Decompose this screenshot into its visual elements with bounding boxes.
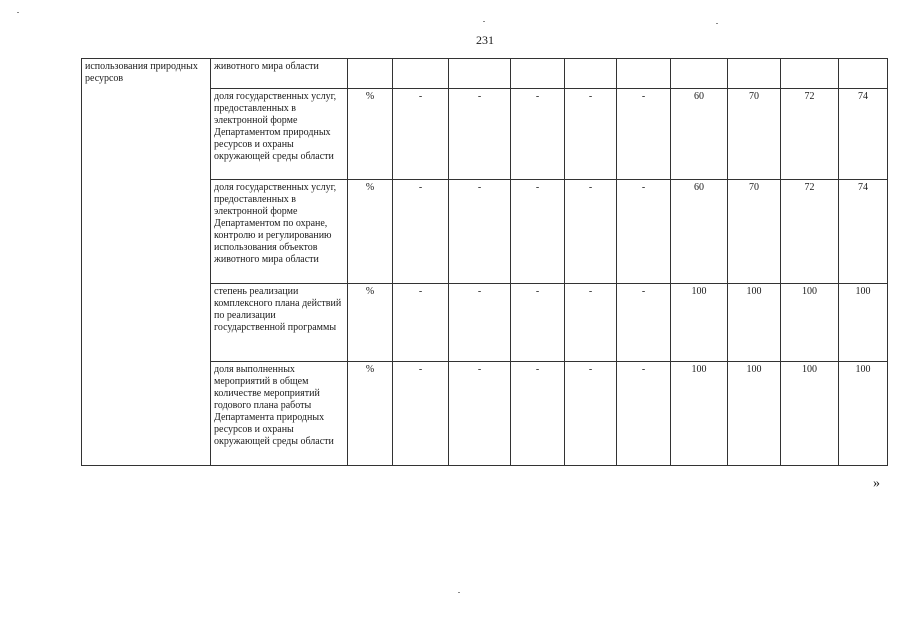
- value-cell: 72: [781, 89, 839, 180]
- value-cell: -: [565, 89, 617, 180]
- value-cell: 100: [728, 284, 781, 362]
- unit-cell: %: [348, 180, 393, 284]
- value-cell: 72: [781, 180, 839, 284]
- value-cell: 70: [728, 180, 781, 284]
- value-cell: -: [617, 180, 671, 284]
- unit-cell: %: [348, 284, 393, 362]
- value-cell: 74: [839, 180, 888, 284]
- scan-artifact: [483, 21, 485, 22]
- value-cell: -: [617, 89, 671, 180]
- table-row: [82, 59, 888, 89]
- indicators-table: [81, 58, 888, 466]
- value-cell: [617, 59, 671, 89]
- scan-artifact: [716, 23, 718, 24]
- indicator-cell: степень реализации комплексного плана действий по реализации государственной программы: [211, 284, 348, 362]
- value-cell: -: [449, 284, 511, 362]
- value-cell: 60: [671, 89, 728, 180]
- value-cell: -: [449, 362, 511, 466]
- indicator-cell: животного мира области: [211, 59, 348, 89]
- value-cell: -: [617, 284, 671, 362]
- value-cell: -: [393, 180, 449, 284]
- value-cell: -: [393, 284, 449, 362]
- value-cell: -: [449, 180, 511, 284]
- scan-artifact: [17, 12, 19, 13]
- value-cell: -: [511, 89, 565, 180]
- unit-cell: [348, 59, 393, 89]
- value-cell: -: [617, 362, 671, 466]
- value-cell: [511, 59, 565, 89]
- value-cell: [565, 59, 617, 89]
- value-cell: -: [511, 180, 565, 284]
- value-cell: 100: [671, 362, 728, 466]
- value-cell: -: [565, 362, 617, 466]
- value-cell: -: [565, 180, 617, 284]
- unit-cell: %: [348, 362, 393, 466]
- value-cell: 100: [781, 362, 839, 466]
- program-name-cell: использования природных ресурсов: [82, 59, 211, 466]
- indicator-cell: доля государственных услуг, предоставленных в электронной форме Департаментом природных ресурсов и охраны окружающей среды области: [211, 89, 348, 180]
- value-cell: -: [511, 284, 565, 362]
- unit-cell: %: [348, 89, 393, 180]
- value-cell: 100: [728, 362, 781, 466]
- value-cell: -: [449, 89, 511, 180]
- value-cell: 100: [839, 284, 888, 362]
- value-cell: 70: [728, 89, 781, 180]
- value-cell: -: [511, 362, 565, 466]
- page-number: 231: [476, 33, 494, 47]
- value-cell: 74: [839, 89, 888, 180]
- value-cell: [781, 59, 839, 89]
- value-cell: 60: [671, 180, 728, 284]
- value-cell: 100: [781, 284, 839, 362]
- value-cell: 100: [839, 362, 888, 466]
- scan-artifact: [458, 592, 460, 593]
- value-cell: [671, 59, 728, 89]
- value-cell: [839, 59, 888, 89]
- value-cell: [449, 59, 511, 89]
- closing-quote: »: [873, 476, 880, 491]
- value-cell: -: [393, 362, 449, 466]
- value-cell: -: [565, 284, 617, 362]
- indicator-cell: доля государственных услуг, предоставленных в электронной форме Департаментом по охране, контролю и регулированию использования объектов животного мира области: [211, 180, 348, 284]
- indicator-cell: доля выполненных мероприятий в общем количестве мероприятий годового плана работы Департамента природных ресурсов и охраны окружающей среды области: [211, 362, 348, 466]
- value-cell: -: [393, 89, 449, 180]
- value-cell: [393, 59, 449, 89]
- value-cell: 100: [671, 284, 728, 362]
- value-cell: [728, 59, 781, 89]
